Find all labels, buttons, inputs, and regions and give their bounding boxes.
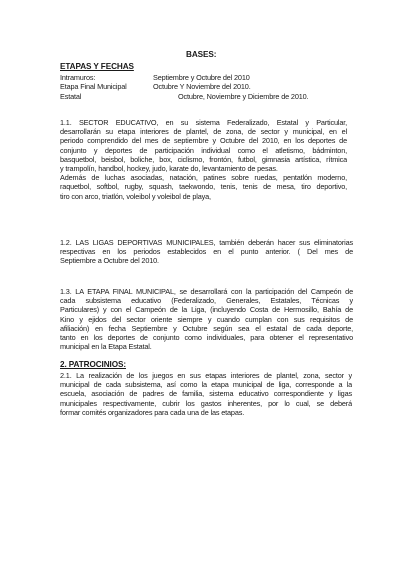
paragraph-line: escuela, asociación de padres de familia, sistema educativo correspondiente y ligas [60, 389, 352, 399]
schedule-label: Estatal [60, 92, 82, 101]
paragraph-line: Kino y ejidos del sector oriente siempre y cuando cumplan con sus requisitos de [60, 314, 353, 324]
paragraph-line: 1.3. LA ETAPA FINAL MUNICIPAL, se desarrollará con la participación del Campeón de [60, 287, 353, 296]
schedule-value: Septiembre y Octubre del 2010 [153, 73, 250, 82]
section-heading-etapas: ETAPAS Y FECHAS [60, 62, 134, 71]
paragraph-line: municipales respectivamente, cubrir los gastos inherentes, por lo cual, se deberá [60, 398, 352, 408]
schedule-label: Intramuros: [60, 73, 96, 82]
paragraph-2-1 [60, 371, 352, 417]
paragraph-line: municipal en la Etapa Estatal. [60, 342, 152, 352]
paragraph-line: 2.1. La realización de los juegos en sus etapas interiores de plantel, zona, sector y [60, 371, 352, 380]
paragraph-line: respectivas en los periodos establecidos en el punto anterior. ( Del mes de [60, 247, 353, 257]
paragraph-line: Particulares) y con el Campeón de la Liga, (incluyendo Costa de Hermosillo, Bahía de [60, 305, 353, 315]
paragraph-line: y trampolín, handbol, hockey, judo, karate do, levantamiento de pesas. [60, 163, 278, 173]
paragraph-line: afiliación) en fecha Septiembre y Octubre según sea el estatal de cada deporte, [60, 323, 353, 333]
paragraph-line: Septiembre a Octubre del 2010. [60, 256, 159, 266]
paragraph-1-3 [60, 287, 353, 351]
paragraph-line: periodo comprendido del mes de septiembre y Octubre del 2010, en los deportes de [60, 136, 347, 146]
section-heading-patrocinios: 2. PATROCINIOS: [60, 360, 126, 369]
document-title: BASES: [186, 50, 217, 59]
schedule-value: Octubre Y Noviembre del 2010. [153, 82, 251, 91]
paragraph-line: municipal de cada subsistema, así como la etapa municipal de liga, corresponde a la [60, 380, 352, 390]
paragraph-line: tanto en los deportes de conjunto como individuales, para obtener el representativo [60, 332, 353, 342]
paragraph-line: Además de luchas asociadas, natación, patines sobre ruedas, pentatlón moderno, [60, 173, 347, 183]
paragraph-line: tiro con arco, triatlón, voleibol y voleibol de playa, [60, 191, 211, 201]
paragraph-line: desarrollarán su etapa interiores de plantel, de zona, de sector y municipal, en el [60, 127, 347, 137]
paragraph-1-2 [60, 238, 353, 266]
schedule-label: Etapa Final Municipal [60, 82, 127, 91]
paragraph-line: conjunto y deportes de participación individual como el atletismo, bádminton, [60, 145, 347, 155]
paragraph-line: cada subsistema educativo (Federalizado, Generales, Estatales, Técnicas y [60, 296, 353, 306]
paragraph-line: 1.1. SECTOR EDUCATIVO, en su sistema Federalizado, Estatal y Particular, [60, 118, 347, 127]
paragraph-line: raquetbol, softbol, rugby, squash, taekwondo, tenis, tenis de mesa, tiro deportivo, [60, 182, 347, 192]
paragraph-line: 1.2. LAS LIGAS DEPORTIVAS MUNICIPALES, también deberán hacer sus eliminatorias [60, 238, 353, 247]
schedule-value: Octubre, Noviembre y Diciembre de 2010. [178, 92, 309, 101]
paragraph-line: formar comités organizadores para cada una de las etapas. [60, 407, 245, 417]
paragraph-1-1 [60, 118, 347, 201]
paragraph-line: basquetbol, beisbol, boliche, box, ciclismo, frontón, futbol, gimnasia artística, rítmica [60, 154, 347, 164]
